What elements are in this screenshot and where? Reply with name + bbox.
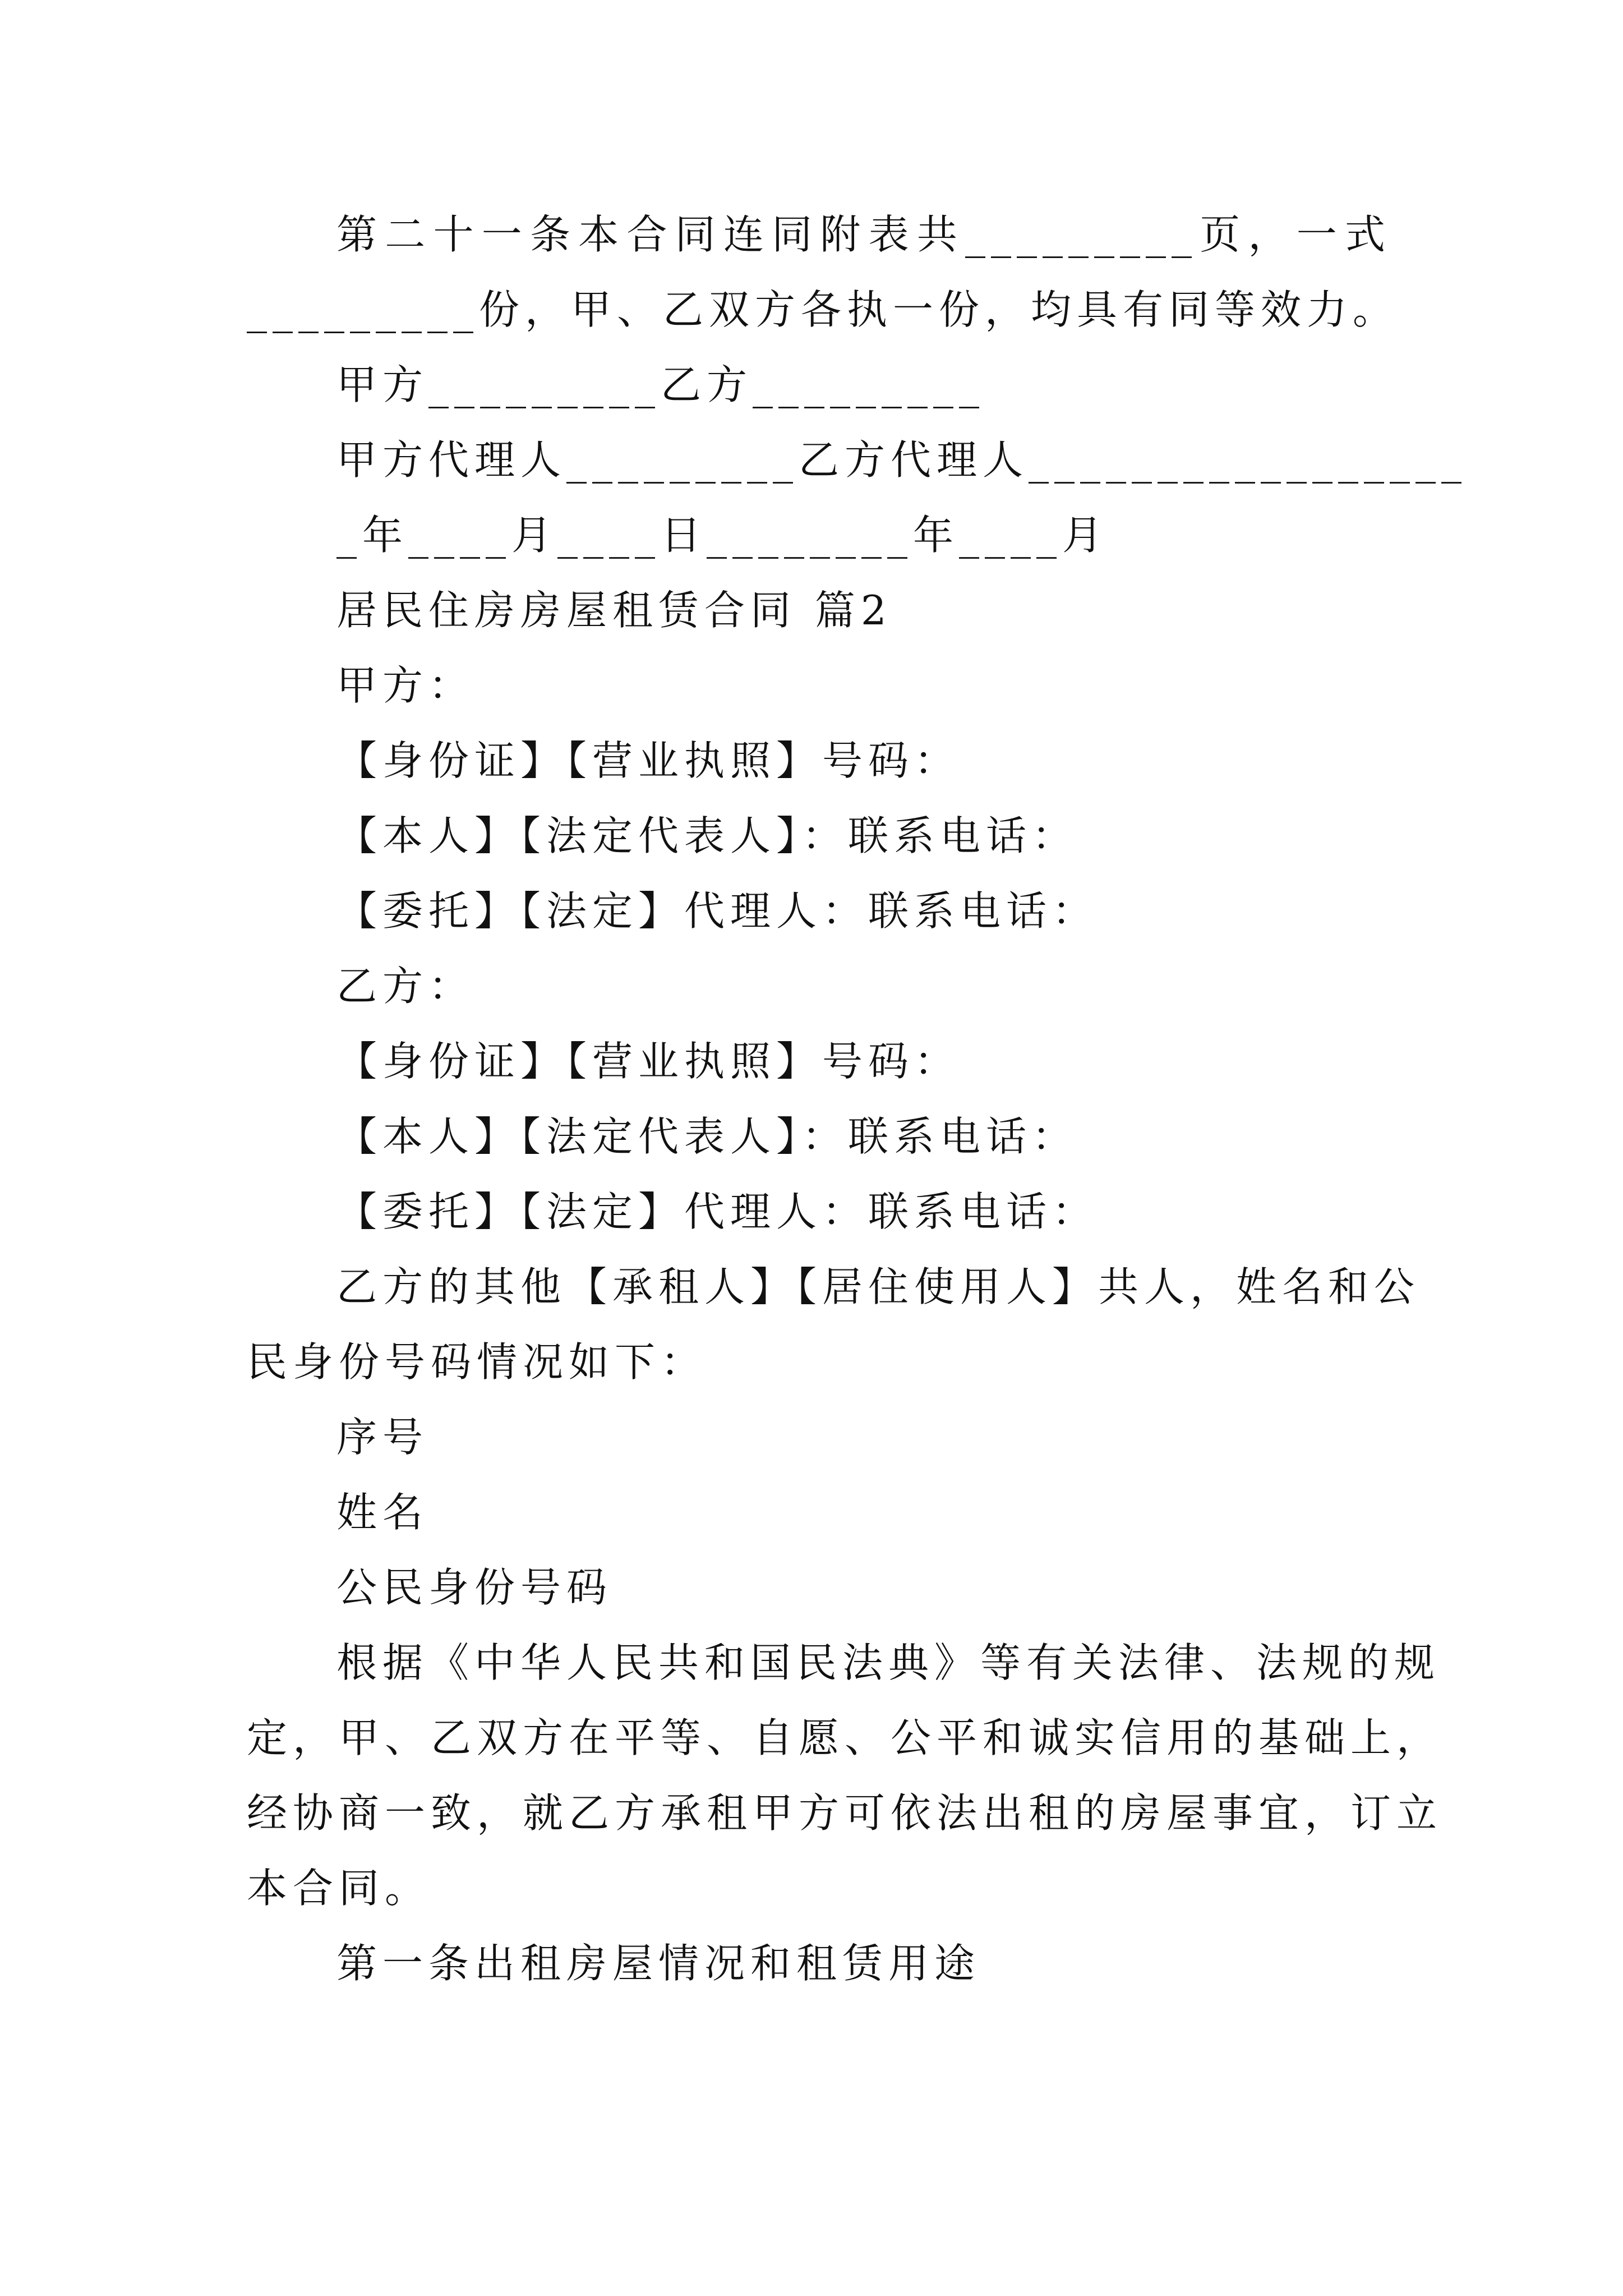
party-a-representative: 【本人】【法定代表人】：联系电话： <box>336 812 1078 859</box>
co-tenant-line-2: 民身份号码情况如下： <box>247 1338 707 1386</box>
article-21-line-2: _________份，甲、乙双方各执一份，均具有同等效力。 <box>247 286 1399 333</box>
column-serial-number: 序号 <box>336 1414 429 1461</box>
column-name: 姓名 <box>336 1489 429 1536</box>
article-21-line-1: 第二十一条本合同连同附表共_________页，一式 <box>336 211 1391 258</box>
party-signature-line: 甲方_________乙方_________ <box>336 361 985 408</box>
preamble-line-2: 定，甲、乙双方在平等、自愿、公平和诚实信用的基础上， <box>247 1714 1443 1761</box>
agent-signature-line: 甲方代理人_________乙方代理人_________________ <box>336 436 1468 484</box>
column-id-number: 公民身份号码 <box>336 1564 613 1611</box>
party-b-id-number: 【身份证】【营业执照】号码： <box>336 1038 961 1085</box>
party-a-agent: 【委托】【法定】代理人：联系电话： <box>336 887 1099 935</box>
date-line: _年____月____日________年____月 <box>336 512 1109 559</box>
party-b-agent: 【委托】【法定】代理人：联系电话： <box>336 1188 1099 1235</box>
co-tenant-line-1: 乙方的其他【承租人】【居住使用人】共人，姓名和公 <box>336 1263 1421 1310</box>
party-a-label: 甲方： <box>336 662 475 709</box>
party-a-id-number: 【身份证】【营业执照】号码： <box>336 737 961 784</box>
preamble-line-1: 根据《中华人民共和国民法典》等有关法律、法规的规 <box>336 1639 1441 1686</box>
party-b-representative: 【本人】【法定代表人】：联系电话： <box>336 1113 1078 1160</box>
section-heading: 居民住房房屋租赁合同 篇2 <box>336 587 892 634</box>
article-1-title: 第一条出租房屋情况和租赁用途 <box>336 1940 981 1987</box>
preamble-line-3: 经协商一致，就乙方承租甲方可依法出租的房屋事宜，订立 <box>247 1789 1443 1837</box>
party-b-label: 乙方： <box>336 963 475 1010</box>
preamble-line-4: 本合同。 <box>247 1865 431 1912</box>
